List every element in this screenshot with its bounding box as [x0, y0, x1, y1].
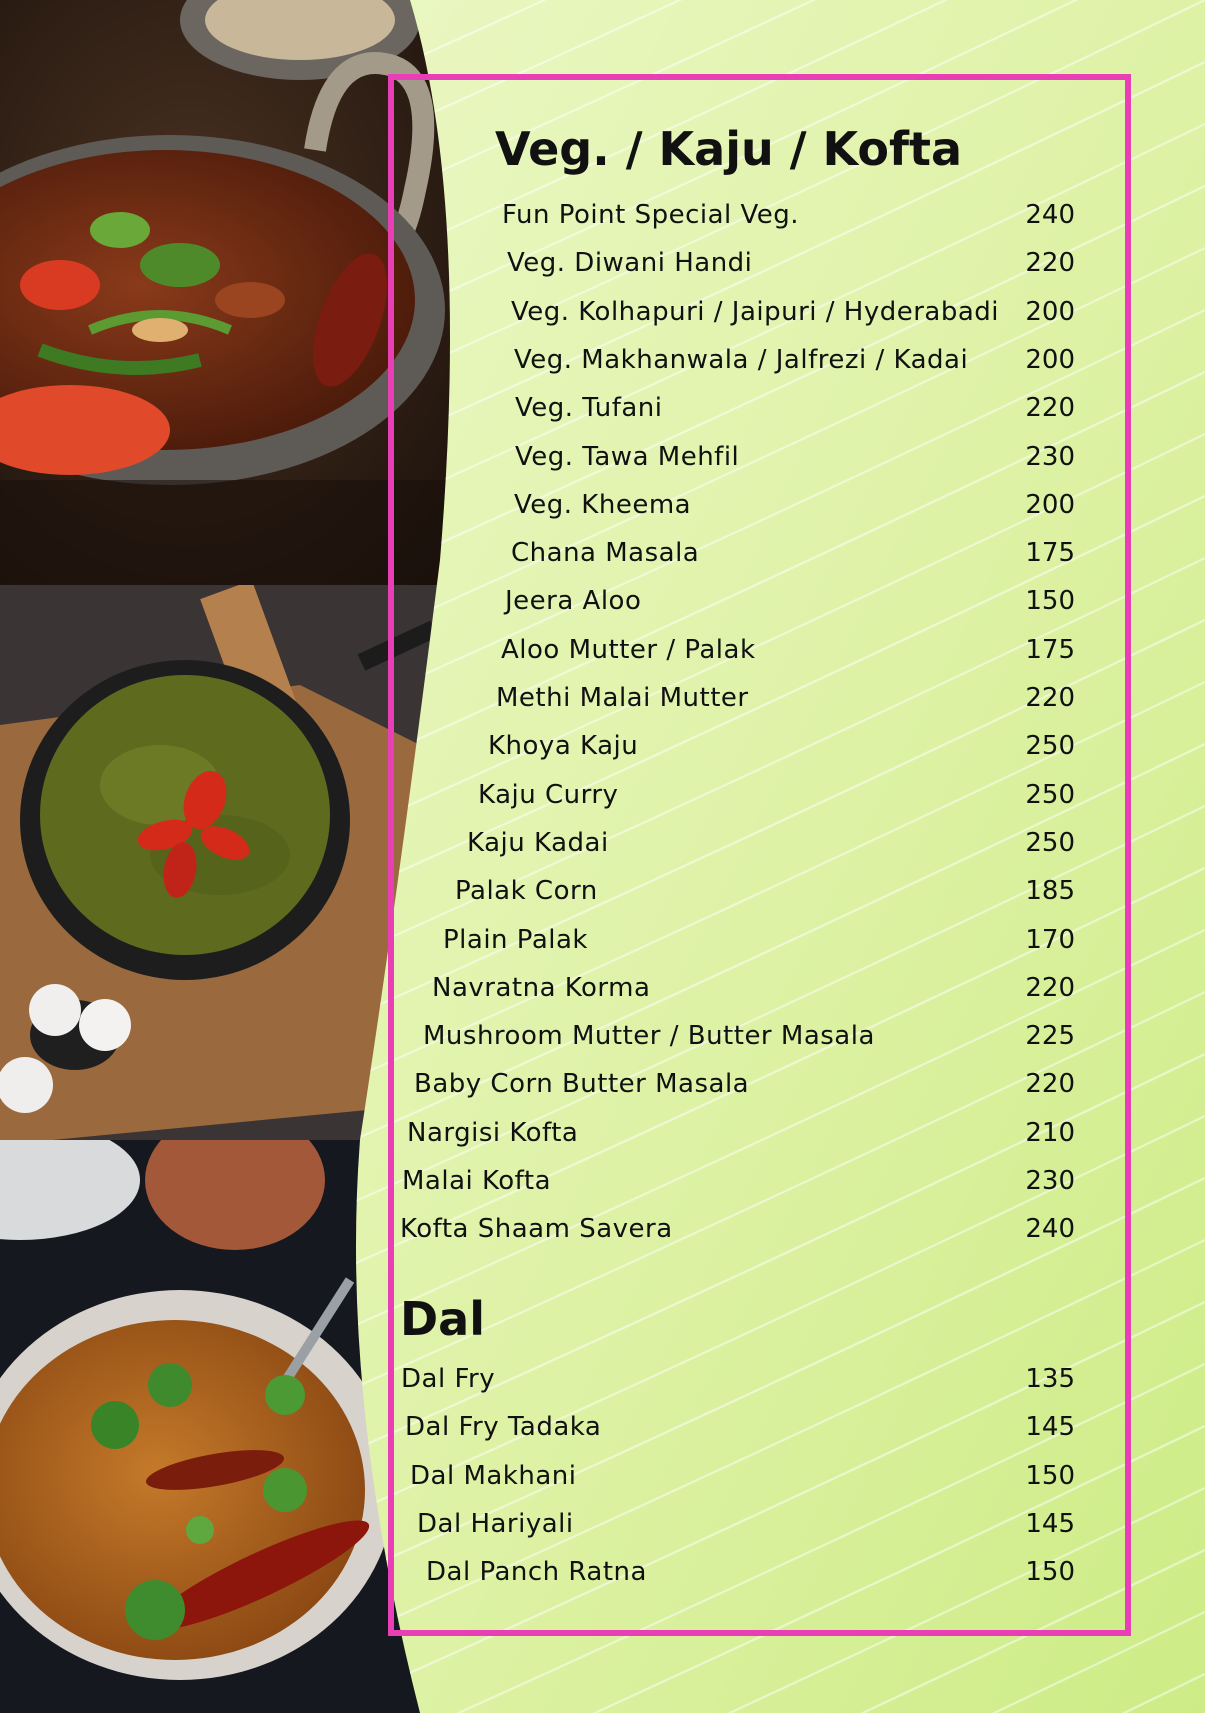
menu-item-price: 250 [1025, 731, 1075, 762]
menu-item-name: Aloo Mutter / Palak [501, 634, 756, 665]
menu-item-row [0, 925, 1075, 965]
section-title-veg-kaju-kofta: Veg. / Kaju / Kofta [495, 122, 963, 176]
menu-item-name: Veg. Diwani Handi [507, 248, 753, 279]
menu-item-price: 220 [1025, 248, 1075, 279]
menu-item-price: 150 [1025, 1557, 1075, 1588]
menu-item-row [0, 490, 1075, 530]
menu-item-row [0, 1214, 1075, 1254]
menu-item-row [0, 1364, 1075, 1404]
menu-item-row [0, 297, 1075, 337]
menu-item-row [0, 1461, 1075, 1501]
menu-item-price: 175 [1025, 634, 1075, 665]
menu-item-name: Dal Fry [401, 1364, 496, 1394]
menu-item-row [0, 1412, 1075, 1452]
menu-item-name: Mushroom Mutter / Butter Masala [423, 1021, 875, 1052]
menu-item-price: 170 [1025, 924, 1075, 955]
menu-item-name: Dal Panch Ratna [426, 1557, 647, 1588]
menu-item-price: 240 [1025, 200, 1075, 230]
menu-item-price: 240 [1025, 1214, 1075, 1245]
menu-item-name: Chana Masala [511, 538, 700, 569]
menu-item-price: 250 [1025, 779, 1075, 810]
menu-item-row [0, 200, 1075, 240]
menu-item-row [0, 538, 1075, 578]
menu-item-name: Veg. Kolhapuri / Jaipuri / Hyderabadi [511, 296, 1000, 327]
menu-item-row [0, 586, 1075, 626]
menu-item-price: 135 [1025, 1364, 1075, 1394]
menu-item-name: Kaju Kadai [467, 827, 609, 858]
menu-item-row [0, 442, 1075, 482]
menu-item-price: 150 [1025, 586, 1075, 617]
menu-item-name: Dal Makhani [410, 1460, 577, 1491]
menu-item-name: Jeera Aloo [505, 586, 642, 617]
menu-item-name: Kaju Curry [478, 779, 619, 810]
menu-item-price: 185 [1025, 876, 1075, 907]
menu-item-row [0, 393, 1075, 433]
menu-item-price: 200 [1025, 344, 1075, 375]
menu-item-row [0, 731, 1075, 771]
menu-item-name: Veg. Makhanwala / Jalfrezi / Kadai [514, 344, 969, 375]
menu-item-price: 150 [1025, 1460, 1075, 1491]
menu-item-name: Methi Malai Mutter [496, 683, 749, 713]
menu-item-price: 220 [1025, 1069, 1075, 1100]
menu-item-row [0, 876, 1075, 916]
menu-item-name: Veg. Tufani [515, 393, 663, 424]
menu-item-row [0, 1118, 1075, 1158]
menu-item-name: Veg. Kheema [514, 489, 692, 520]
menu-item-row [0, 345, 1075, 385]
menu-item-row [0, 973, 1075, 1013]
menu-item-price: 210 [1025, 1117, 1075, 1148]
menu-item-name: Malai Kofta [402, 1166, 551, 1196]
menu-item-price: 200 [1025, 296, 1075, 327]
menu-item-row [0, 1509, 1075, 1549]
menu-item-row [0, 780, 1075, 820]
menu-item-name: Baby Corn Butter Masala [414, 1069, 750, 1100]
menu-item-price: 225 [1025, 1021, 1075, 1052]
menu-item-price: 230 [1025, 441, 1075, 472]
section-title-dal: Dal [400, 1292, 485, 1346]
menu-item-name: Veg. Tawa Mehfil [515, 441, 740, 472]
menu-item-name: Navratna Korma [432, 972, 651, 1003]
menu-item-name: Nargisi Kofta [407, 1117, 579, 1148]
menu-item-price: 220 [1025, 972, 1075, 1003]
menu-item-name: Palak Corn [455, 876, 598, 907]
menu-item-name: Khoya Kaju [488, 731, 639, 762]
menu-item-price: 230 [1025, 1166, 1075, 1196]
menu-item-name: Plain Palak [443, 924, 588, 955]
menu-item-name: Fun Point Special Veg. [502, 200, 800, 230]
menu-item-row [0, 248, 1075, 288]
menu-item-price: 145 [1025, 1508, 1075, 1539]
menu-item-row [0, 1557, 1075, 1597]
menu-item-row [0, 1166, 1075, 1206]
menu-item-price: 220 [1025, 683, 1075, 713]
menu-item-name: Dal Hariyali [417, 1508, 574, 1539]
menu-item-row [0, 1069, 1075, 1109]
menu-item-row [0, 683, 1075, 723]
menu-item-name: Kofta Shaam Savera [400, 1214, 673, 1245]
menu-item-price: 200 [1025, 489, 1075, 520]
menu-item-row [0, 635, 1075, 675]
menu-item-row [0, 1021, 1075, 1061]
menu-item-price: 220 [1025, 393, 1075, 424]
menu-item-row [0, 828, 1075, 868]
menu-item-price: 145 [1025, 1412, 1075, 1443]
menu-item-price: 175 [1025, 538, 1075, 569]
menu-item-name: Dal Fry Tadaka [405, 1412, 602, 1443]
menu-item-price: 250 [1025, 827, 1075, 858]
